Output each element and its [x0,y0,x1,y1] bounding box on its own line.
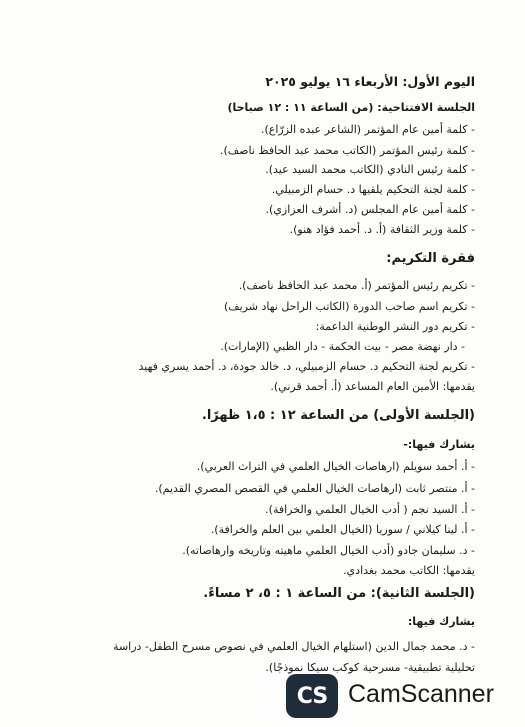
opening-item: - كلمة أمين عام المجلس (د. أشرف العزازي). [265,203,475,216]
opening-item: - كلمة أمين عام المؤتمر (الشاعر عبده الزرّاع). [260,123,475,136]
session2-item-continued: تحليلية تطبيقية- مسرحية كوكب سيكا نموذجًا). [265,661,475,674]
honoring-line: - تكريم اسم صاحب الدورة (الكاتب الراحل نهاد شريف) [223,300,475,313]
opening-session-title: الجلسة الافتتاحية: (من الساعة ١١ : ١٢ صباحا) [227,101,475,114]
session1-item: - أ. منتصر ثابت (ارهاصات الخيال العلمي في القصص المصري القديم). [154,482,475,495]
session1-participants-label: يشارك فيها:- [403,438,475,451]
opening-item: - كلمة رئيس النادي (الكاتب محمد السيد عيد). [265,163,475,176]
publishers-line: - دار نهضة مصر - بيت الحكمة - دار الظبي (الإمارات). [220,340,465,353]
session1-item: - أ. لينا كيلاني / سوريا (الخيال العلمي بين العلم والخرافة). [210,523,475,536]
opening-item: - كلمة لجنة التحكيم يلقيها د. حسام الزمبيلي. [271,183,475,196]
day-heading: اليوم الأول: الأربعاء ١٦ يوليو ٢٠٢٥ [265,74,475,89]
session1-item: - أ. أحمد سويلم (ارهاصات الخيال العلمي في التراث العربي). [196,460,475,473]
honoring-line: - تكريم لجنة التحكيم د. حسام الزمبيلي، د. خالد جودة، د. أحمد يسري فهيد [138,360,475,373]
opening-item: - كلمة وزير الثقافة (أ. د. أحمد فؤاد هنو). [289,223,475,236]
session1-item: - د. سليمان جادو (أدب الخيال العلمي ماهيته وتاريخه وارهاصاته). [182,544,475,557]
session1-item: - أ. السيد نجم ( أدب الخيال العلمي والخرافة). [265,503,475,516]
session1-title: (الجلسة الأولى) من الساعة ١٢ : ١،٥ ظهرًا. [201,408,475,423]
session2-participants-label: يشارك فيها: [407,615,475,628]
session2-title: (الجلسة الثانية): من الساعة ١ : ٥، ٢ مساءً. [203,586,475,601]
honoring-title: فقرة التكريم: [386,251,475,266]
honoring-presenter: يقدمها: الأمين العام المساعد (أ. أحمد قرني). [270,380,475,393]
camscanner-logo-text: CS [296,683,328,709]
honoring-line: - تكريم دور النشر الوطنية الداعمة: [315,320,475,333]
opening-item: - كلمة رئيس المؤتمر (الكاتب محمد عبد الحافظ ناصف). [220,144,475,157]
camscanner-watermark: CamScanner [348,680,494,708]
camscanner-logo [286,674,338,718]
session2-item: - د. محمد جمال الدين (استلهام الخيال العلمي في نصوص مسرح الطفل- دراسة [113,640,475,653]
session1-presenter: يقدمها: الكاتب محمد بغدادي. [343,564,475,577]
honoring-line: - تكريم رئيس المؤتمر (أ. محمد عبد الحافظ ناصف). [238,279,475,292]
